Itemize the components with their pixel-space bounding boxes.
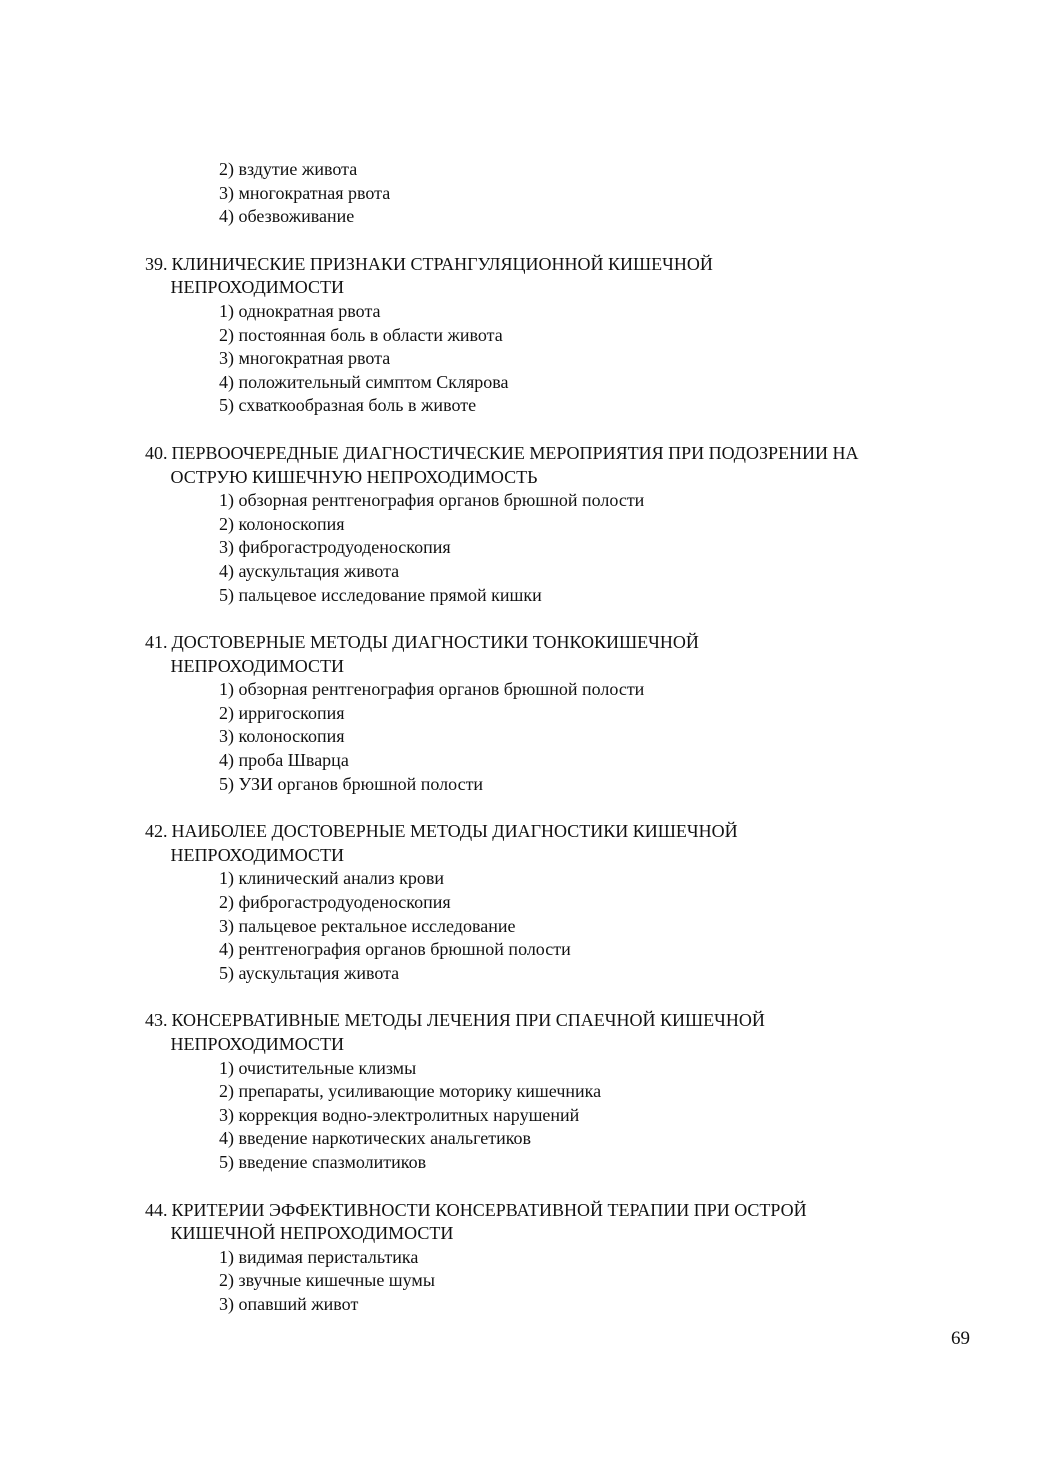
- answer-option: 5) аускультация живота: [219, 962, 400, 983]
- page-content: [145, 158, 975, 1317]
- answer-option: 5) УЗИ органов брюшной полости: [219, 773, 484, 794]
- answer-option: 2) фиброгастродуоденоскопия: [219, 892, 451, 913]
- answer-option: 3) колоноскопия: [219, 726, 345, 747]
- answer-option: 5) схваткообразная боль в животе: [219, 395, 477, 416]
- answer-option: 4) положительный симптом Склярова: [219, 371, 509, 392]
- answer-option: 1) очистительные клизмы: [219, 1057, 417, 1078]
- answer-option: 2) колоноскопия: [219, 513, 345, 534]
- question-41: [145, 631, 975, 796]
- answer-option: 4) проба Шварца: [219, 750, 349, 771]
- question-title-line: НЕПРОХОДИМОСТИ: [170, 277, 345, 298]
- answer-option: 4) введение наркотических анальгетиков: [219, 1128, 532, 1149]
- answer-option: 5) введение спазмолитиков: [219, 1151, 427, 1172]
- question-title-line: КРИТЕРИИ ЭФФЕКТИВНОСТИ КОНСЕРВАТИВНОЙ ТЕРАПИИ ПРИ ОСТРОЙ: [171, 1199, 807, 1220]
- question-title-line: НАИБОЛЕЕ ДОСТОВЕРНЫЕ МЕТОДЫ ДИАГНОСТИКИ КИШЕЧНОЙ: [171, 821, 738, 842]
- question-title-line: ОСТРУЮ КИШЕЧНУЮ НЕПРОХОДИМОСТЬ: [170, 466, 538, 487]
- question-44: [145, 1199, 975, 1317]
- answer-option: 3) многократная рвота: [219, 348, 391, 369]
- answer-option: 4) рентгенография органов брюшной полости: [219, 939, 571, 960]
- question-title-line: ПЕРВООЧЕРЕДНЫЕ ДИАГНОСТИЧЕСКИЕ МЕРОПРИЯТИЯ ПРИ ПОДОЗРЕНИИ НА: [171, 442, 859, 463]
- answer-option: 1) однократная рвота: [219, 300, 381, 321]
- answer-option: 4) аускультация живота: [219, 560, 400, 581]
- question-number: 41.: [145, 632, 168, 653]
- page-number: 69: [951, 1328, 970, 1349]
- question-title-line: КИШЕЧНОЙ НЕПРОХОДИМОСТИ: [170, 1223, 454, 1244]
- answer-option: 3) фиброгастродуоденоскопия: [219, 537, 451, 558]
- answer-option: 2) звучные кишечные шумы: [219, 1270, 435, 1291]
- question-title: [145, 631, 975, 678]
- answer-option: 2) вздутие живота: [219, 159, 358, 179]
- answer-option: 1) обзорная рентгенография органов брюшной полости: [219, 679, 645, 700]
- question-number: 40.: [145, 442, 168, 463]
- answer-option: 3) многократная рвота: [219, 182, 391, 203]
- answer-option: 3) коррекция водно-электролитных нарушений: [219, 1104, 580, 1125]
- answer-option: 3) опавший живот: [219, 1293, 359, 1314]
- answer-option: 1) видимая перистальтика: [219, 1246, 419, 1267]
- answer-option: 2) постоянная боль в области живота: [219, 324, 503, 345]
- question-number: 43.: [145, 1010, 168, 1031]
- question-number: 39.: [145, 253, 168, 274]
- question-43: [145, 1009, 975, 1174]
- question-title-line: НЕПРОХОДИМОСТИ: [170, 844, 345, 865]
- question-title: [145, 253, 975, 300]
- question-39: [145, 253, 975, 418]
- question-title-line: НЕПРОХОДИМОСТИ: [170, 655, 345, 676]
- question-number: 44.: [145, 1199, 168, 1220]
- question-title: [145, 442, 975, 489]
- continued-answer-list: [145, 158, 975, 229]
- answer-option: 4) обезвоживание: [219, 206, 355, 227]
- question-title-line: КОНСЕРВАТИВНЫЕ МЕТОДЫ ЛЕЧЕНИЯ ПРИ СПАЕЧНОЙ КИШЕЧНОЙ: [171, 1010, 765, 1031]
- question-number: 42.: [145, 821, 168, 842]
- answer-option: 5) пальцевое исследование прямой кишки: [219, 584, 542, 605]
- question-42: [145, 820, 975, 985]
- question-40: [145, 442, 975, 607]
- answer-option: 2) ирригоскопия: [219, 702, 345, 723]
- answer-option: 2) препараты, усиливающие моторику кишечника: [219, 1081, 602, 1102]
- answer-option: 1) клинический анализ крови: [219, 868, 444, 889]
- question-title-line: ДОСТОВЕРНЫЕ МЕТОДЫ ДИАГНОСТИКИ ТОНКОКИШЕЧНОЙ: [171, 632, 699, 653]
- question-title: [145, 1009, 975, 1056]
- answer-option: 3) пальцевое ректальное исследование: [219, 915, 516, 936]
- answer-option: 1) обзорная рентгенография органов брюшной полости: [219, 490, 645, 511]
- question-title-line: НЕПРОХОДИМОСТИ: [170, 1034, 345, 1054]
- question-title: [145, 820, 975, 867]
- question-title-line: КЛИНИЧЕСКИЕ ПРИЗНАКИ СТРАНГУЛЯЦИОННОЙ КИШЕЧНОЙ: [171, 253, 713, 274]
- question-title: [145, 1199, 975, 1246]
